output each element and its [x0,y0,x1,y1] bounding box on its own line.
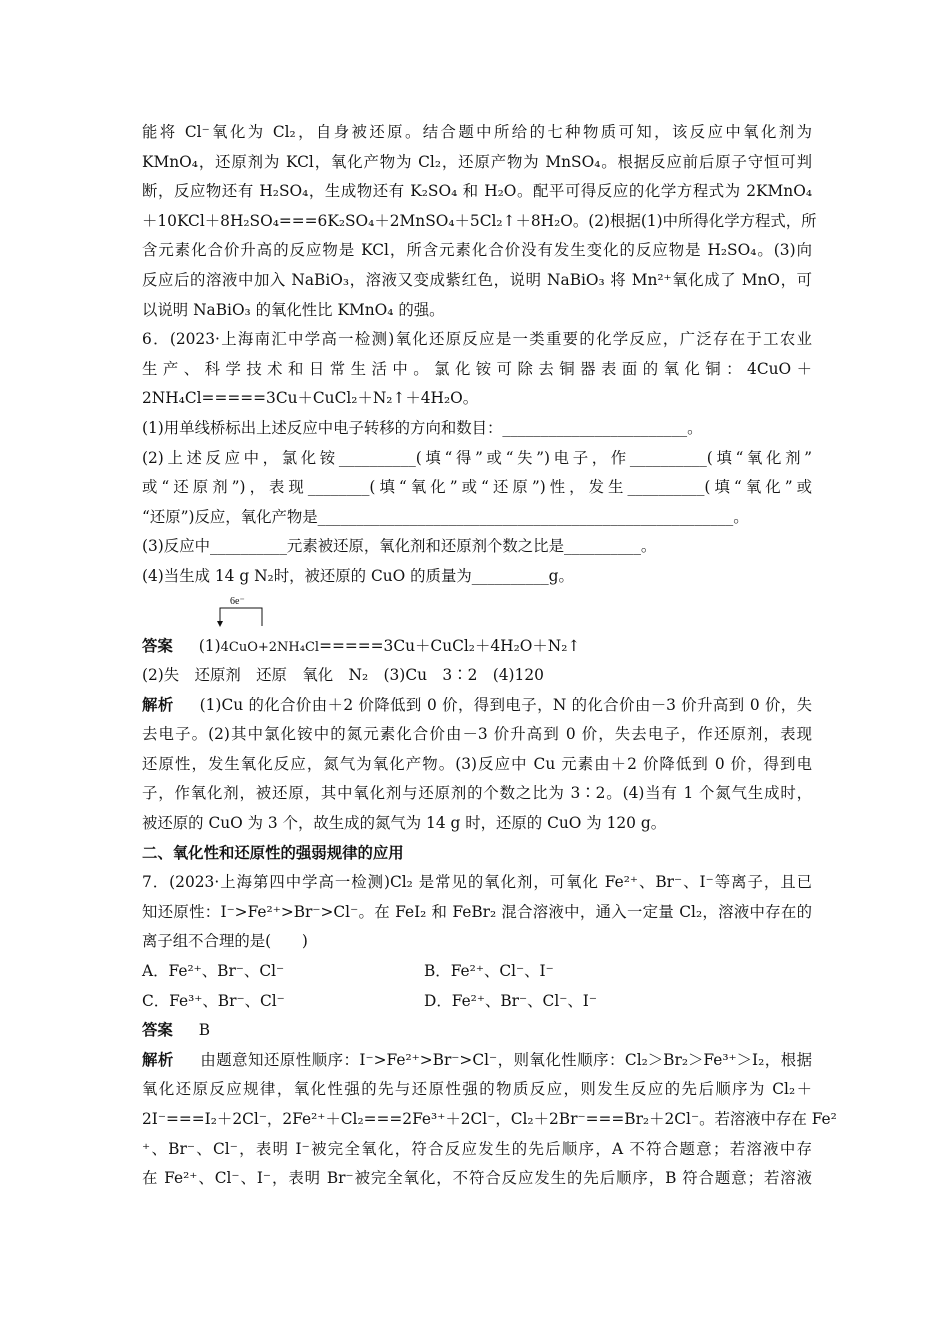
products: =====3Cu＋CuCl₂＋4H₂O＋N₂↑ [319,636,581,655]
electron-count-label: 6e⁻ [230,595,245,607]
option-b[interactable]: B．Fe²⁺、Cl⁻、I⁻ [424,962,554,981]
question-6-stem: 生产、科学技术和日常生活中。氯化铵可除去铜器表面的氧化铜：4CuO＋ [142,359,812,378]
text-line: 反应后的溶液中加入 NaBiO₃，溶液又变成紫红色，说明 NaBiO₃ 将 Mn²⁺氧化成了 MnO，可 [142,270,812,289]
bridge-line [220,608,262,626]
answer-7 [142,1016,812,1046]
analysis-6-line: 还原性，发生氧化反应，氮气为氧化产物。(3)反应中 Cu 元素由＋2 价降低到 0 价，得到电 [142,754,812,773]
options-row [142,957,812,987]
text-line: 含元素化合价升高的反应物是 KCl，所含元素化合价没有发生变化的反应物是 H₂SO₄。(3)向 [142,241,812,260]
question-6-part-1: (1)用单线桥标出上述反应中电子转移的方向和数目：________________________。 [142,418,703,437]
text-line: KMnO₄，还原剂为 KCl，氧化产物为 Cl₂，还原产物为 MnSO₄。根据反应前后原子守恒可判 [142,152,812,171]
question-6-equation: 2NH₄Cl=====3Cu＋CuCl₂＋N₂↑＋4H₂O。 [142,389,479,408]
analysis-7-line: 在 Fe²⁺、Cl⁻、I⁻，表明 Br⁻被完全氧化，不符合反应发生的先后顺序，B 符合题意；若溶液 [142,1169,812,1188]
answer-value: B [198,1021,211,1040]
question-7-stem: 7．(2023·上海第四中学高一检测)Cl₂ 是常见的氧化剂，可氧化 Fe²⁺、Br⁻、I⁻等离子，且已 [142,873,812,892]
answer-6-line-2: (2)失 还原剂 还原 氧化 N₂ (3)Cu 3∶2 (4)120 [142,666,544,685]
text-line: 能将 Cl⁻氧化为 Cl₂，自身被还原。结合题中所给的七种物质可知，该反应中氧化剂为 [142,123,812,141]
document-page [142,118,837,1194]
options-row [142,987,812,1017]
option-c[interactable]: C．Fe³⁺、Br⁻、Cl⁻ [142,991,285,1010]
question-6-part-2: (2)上述反应中，氯化铵__________(填“得”或“失”)电子，作__________(填“氧化剂” [142,448,812,467]
analysis-label: 解析 [142,695,174,714]
question-7-stem: 知还原性：I⁻>Fe²⁺>Br⁻>Cl⁻。在 FeI₂ 和 FeBr₂ 混合溶液中，通入一定量 Cl₂，溶液中存在的 [142,902,812,921]
single-bridge-arrow [142,592,342,632]
option-d[interactable]: D．Fe²⁺、Br⁻、Cl⁻、I⁻ [424,991,597,1010]
analysis-6-line: 解析 (1)Cu 的化合价由＋2 价降低到 0 价，得到电子，N 的化合价由－3 价升高到 0 价，失 [142,695,812,714]
analysis-6-line: 子，作氧化剂，被还原，其中氧化剂与还原剂的个数之比为 3∶2。(4)当有 1 个氮气生成时， [142,784,812,803]
text-line: 以说明 NaBiO₃ 的氧化性比 KMnO₄ 的强。 [142,300,445,319]
question-6-part-4: (4)当生成 14 g N₂时，被还原的 CuO 的质量为__________g。 [142,566,574,585]
section-heading: 二、氧化性和还原性的强弱规律的应用 [142,843,404,862]
analysis-7-line: 氧化还原反应规律，氧化性强的先与还原性强的物质反应，则发生反应的先后顺序为 Cl₂＋ [142,1080,812,1099]
analysis-7-line: 2I⁻===I₂＋2Cl⁻，2Fe²⁺＋Cl₂===2Fe³⁺＋2Cl⁻，Cl₂＋2Br⁻===Br₂＋2Cl⁻。若溶液中存在 Fe² [142,1110,837,1128]
arrow-head-icon [217,621,223,627]
reactants: 4CuO+2NH₄Cl [220,639,320,655]
analysis-6-line: 去电子。(2)其中氯化铵中的氮元素化合价由－3 价升高到 0 价，失去电子，作还原剂，表现 [142,725,812,744]
question-6-part-2: 或“还原剂”)，表现________(填“氧化”或“还原”)性，发生__________(填“氧化”或 [142,478,812,497]
analysis-7-line: ⁺、Br⁻、Cl⁻，表明 I⁻被完全氧化，符合反应发生的先后顺序，A 不符合题意；若溶液中存 [142,1139,812,1158]
electron-transfer-diagram [142,592,812,632]
question-7-stem: 离子组不合理的是( ) [142,932,308,951]
question-6-part-2: “还原”)反应，氧化产物是______________________________________________________。 [142,507,749,526]
text-line: 断，反应物还有 H₂SO₄，生成物还有 K₂SO₄ 和 H₂O。配平可得反应的化学方程式为 2KMnO₄ [142,182,812,201]
option-a[interactable]: A．Fe²⁺、Br⁻、Cl⁻ [142,962,285,981]
analysis-6-line: 被还原的 CuO 为 3 个，故生成的氮气为 14 g 时，还原的 CuO 为 120 g。 [142,814,667,833]
answer-6-line-1: 答案 (1)4CuO+2NH₄Cl=====3Cu＋CuCl₂＋4H₂O＋N₂↑ [142,636,581,655]
text-line: ＋10KCl＋8H₂SO₄===6K₂SO₄＋2MnSO₄＋5Cl₂↑＋8H₂O。(2)根据(1)中所得化学方程式，所 [142,211,817,230]
analysis-label: 解析 [142,1050,174,1069]
answer-label: 答案 [142,636,173,655]
analysis-7-line: 解析 由题意知还原性顺序：I⁻>Fe²⁺>Br⁻>Cl⁻，则氧化性顺序：Cl₂＞Br₂＞Fe³⁺＞I₂，根据 [142,1050,812,1069]
question-6-part-3: (3)反应中__________元素被还原，氧化剂和还原剂个数之比是__________。 [142,537,657,556]
question-6-stem: 6．(2023·上海南汇中学高一检测)氧化还原反应是一类重要的化学反应，广泛存在于工农业 [142,330,812,349]
answer-label: 答案 [142,1021,173,1040]
